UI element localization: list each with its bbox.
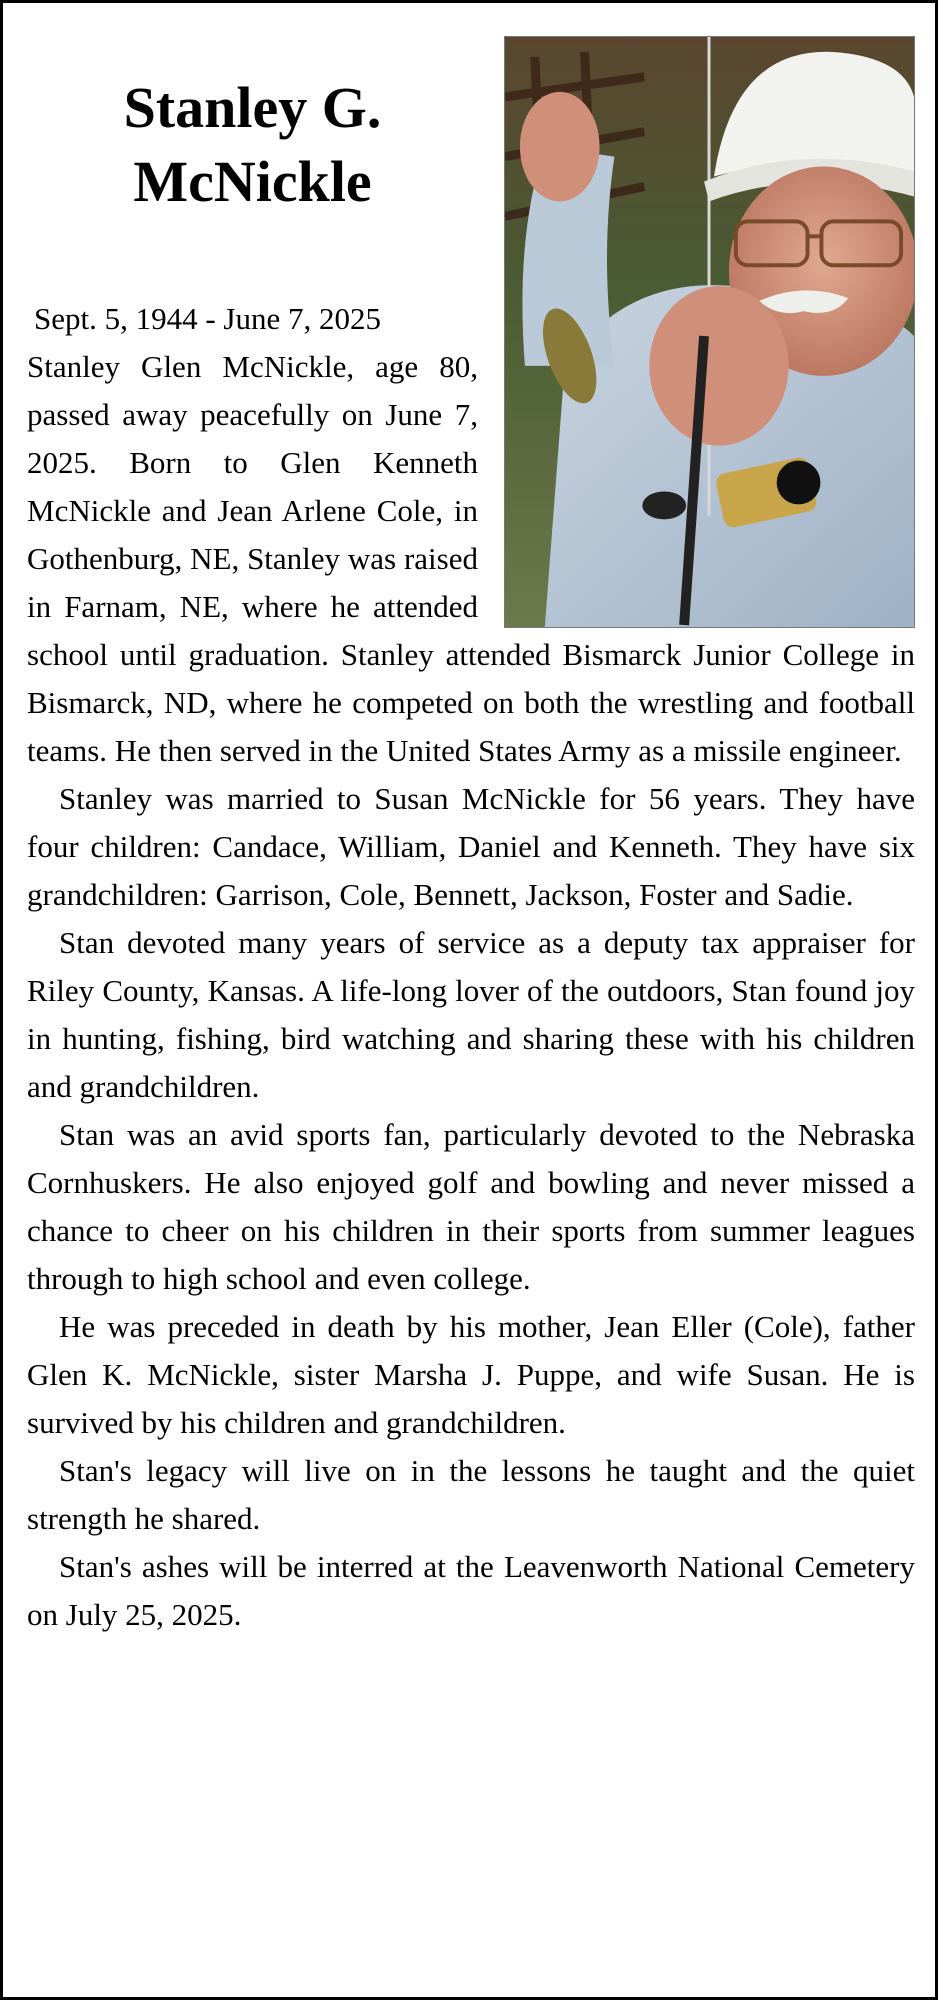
paragraph-legacy: Stan's legacy will live on in the lessons he taught and the quiet strength he shared. bbox=[27, 1453, 915, 1536]
name-line-1: Stanley G. bbox=[123, 75, 382, 140]
deceased-name bbox=[27, 71, 478, 219]
portrait-photo bbox=[504, 36, 915, 628]
obituary-content bbox=[27, 33, 915, 1639]
paragraph-survivors: He was preceded in death by his mother, Jean Eller (Cole), father Glen K. McNickle, sister Marsha J. Puppe, and wife Susan. He is survived by his children and grandchildren. bbox=[27, 1309, 915, 1440]
name-heading bbox=[27, 71, 478, 219]
life-dates: Sept. 5, 1944 - June 7, 2025 bbox=[34, 301, 382, 336]
paragraph-family: Stanley was married to Susan McNickle for 56 years. They have four children: Candace, William, Daniel and Kenneth. They have six grandchildren: Garrison, Cole, Bennett, Jackson, Foster and Sadie. bbox=[27, 781, 915, 912]
paragraph-sports: Stan was an avid sports fan, particularly devoted to the Nebraska Cornhuskers. He also enjoyed golf and bowling and never missed a chance to cheer on his children in their sports from summer leagues through to high school and even college. bbox=[27, 1117, 915, 1296]
name-line-2: McNickle bbox=[133, 149, 372, 214]
paragraph-career: Stan devoted many years of service as a deputy tax appraiser for Riley County, Kansas. A life-long lover of the outdoors, Stan found joy in hunting, fishing, bird watching and sharing these with his children and grandchildren. bbox=[27, 925, 915, 1104]
portrait-photo-illustration bbox=[505, 37, 914, 627]
paragraph-biography: Stanley Glen McNickle, age 80, passed away peacefully on June 7, 2025. Born to Glen Kenneth McNickle and Jean Arlene Cole, in Gothenburg, NE, Stanley was raised in Farnam, NE, where he attended school until graduation. Stanley attended Bismarck Junior College in Bismarck, ND, where he competed on both the wrestling and football teams. He then served in the United States Army as a missile engineer. bbox=[27, 349, 915, 768]
paragraph-interment: Stan's ashes will be interred at the Leavenworth National Cemetery on July 25, 2025. bbox=[27, 1549, 915, 1632]
